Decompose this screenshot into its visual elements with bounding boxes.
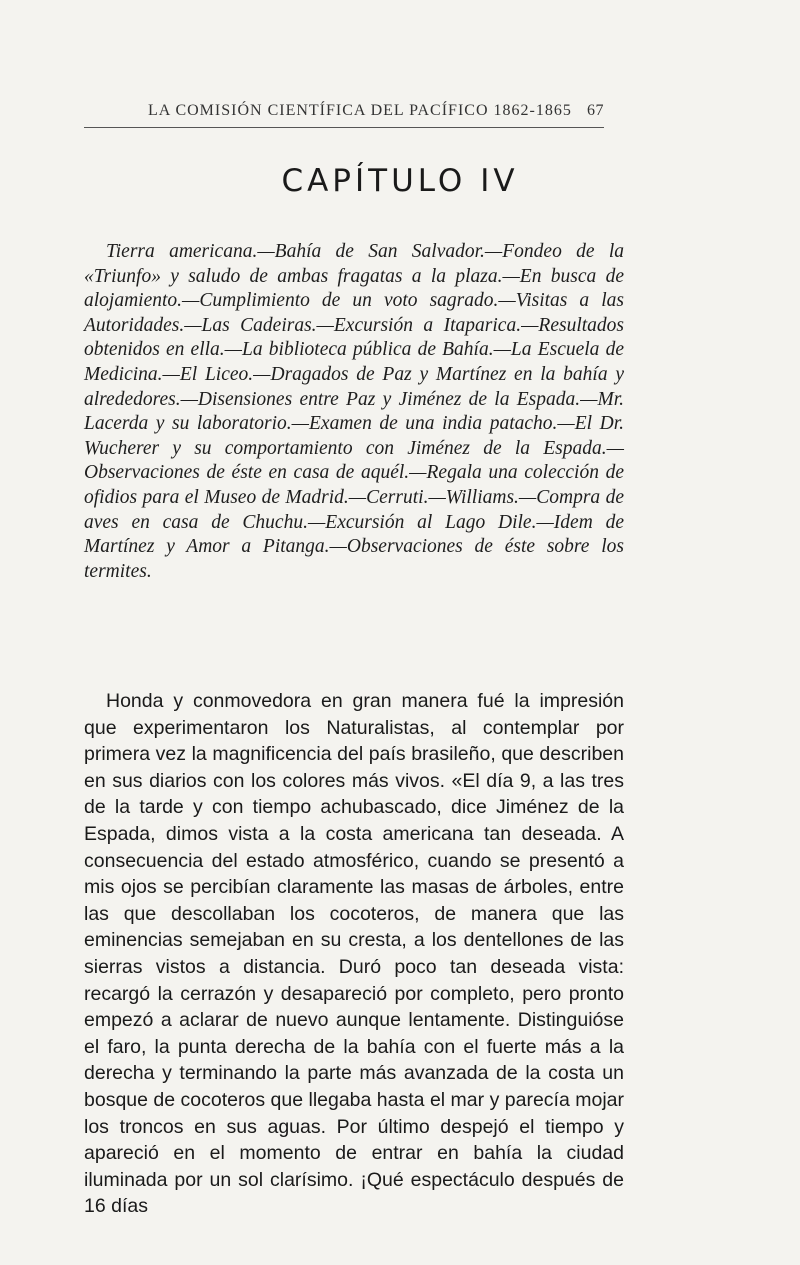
running-title: LA COMISIÓN CIENTÍFICA DEL PACÍFICO 1862-1865 [148, 102, 572, 119]
chapter-heading: CAPÍTULO IV [281, 163, 519, 199]
running-head [84, 102, 604, 128]
page-number: 67 [587, 102, 604, 119]
chapter-summary: Tierra americana.—Bahía de San Salvador.—Fondeo de la «Triunfo» y saludo de ambas fragatas a la plaza.—En busca de alojamiento.—Cumplimiento de un voto sagrado.—Visitas a las Autoridades.—Las Cadeiras.—Excursión a Itaparica.—Resultados obtenidos en ella.—La biblioteca pública de Bahía.—La Escuela de Medicina.—El Liceo.—Dragados de Paz y Martínez en la bahía y alrededores.—Disensiones entre Paz y Jiménez de la Espada.—Mr. Lacerda y su laboratorio.—Examen de una india patacho.—El Dr. Wucherer y su comportamiento con Jiménez de la Espada.—Observaciones de éste en casa de aquél.—Regala una colección de ofidios para el Museo de Madrid.—Cerruti.—Williams.—Compra de aves en casa de Chuchu.—Excursión al Lago Dile.—Idem de Martínez y Amor a Pitanga.—Observaciones de éste sobre los termites. [84, 241, 624, 582]
header-rule [84, 127, 604, 128]
body-paragraph: Honda y conmovedora en gran manera fué la impresión que experimentaron los Naturalistas, al contemplar por primera vez la magnificencia del país brasileño, que describen en sus diarios con los colores más vivos. «El día 9, a las tres de la tarde y con tiempo achubascado, dice Jiménez de la Espada, dimos vista a la costa americana tan deseada. A consecuencia del estado atmosférico, cuando se presentó a mis ojos se percibían claramente las masas de árboles, entre las que descollaban los cocoteros, de manera que las eminencias semejaban en su cresta, a los dentellones de las sierras vistos a distancia. Duró poco tan deseada vista: recargó la cerrazón y desapareció por completo, pero pronto empezó a aclarar de nuevo aunque lentamente. Distinguióse el faro, la punta derecha de la bahía con el fuerte más a la derecha y terminando la parte más avanzada de la costa un bosque de cocoteros que llegaba hasta el mar y parecía mojar los troncos en sus aguas. Por último despejó el tiempo y apareció en el momento de entrar en bahía la ciudad iluminada por un sol clarísimo. ¡Qué espectáculo después de 16 días [84, 690, 624, 1218]
